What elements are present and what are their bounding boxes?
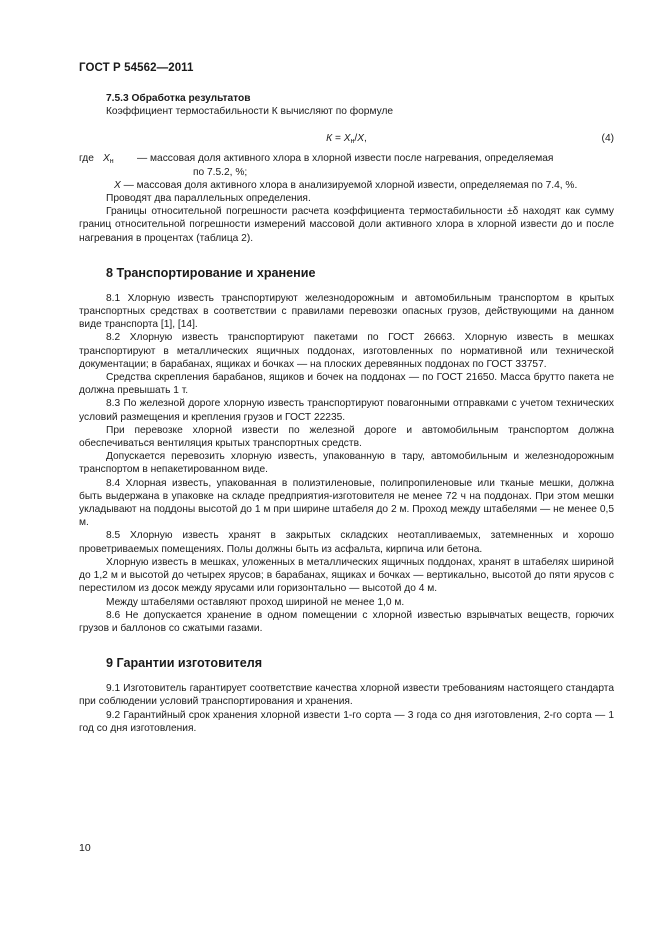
where-label: где: [79, 153, 94, 165]
formula-x: X: [357, 133, 365, 145]
paragraph: Границы относительной погрешности расчета коэффициента термостабильности ±δ находят как сумму границ относительной погрешности измерений массовой доли активного хлора в хлорной извести до и после нагревания в процентах (таблица 2).: [79, 206, 614, 244]
paragraph-8-5-b: Хлорную известь в мешках, уложенных в металлических ящичных поддонах, хранят в штабелях шириной до 1,2 м и высотой до четырех ярусов; в барабанах, ящиках и бочках — вертикально, высотой до пяти ярусов с перестилом из досок между ярусами или горизонтально — высотой до 4 м.: [79, 556, 614, 595]
paragraph-8-3-c: Допускается перевозить хлорную известь, упакованную в тару, автомобильным и железнодорожным транспортом в непакетированном виде.: [79, 451, 614, 476]
paragraph-8-3: 8.3 По железной дороге хлорную известь транспортируют повагонными отправками с учетом технических условий размещения и крепления грузов и ГОСТ 22235.: [79, 398, 614, 423]
definition-x-symbol: X: [114, 179, 121, 191]
paragraph-8-3-b: При перевозке хлорной извести по железной дороге и автомобильным транспортом должна обеспечиваться вентиляция крытых транспортных средств.: [79, 424, 614, 450]
definition-xn: [79, 152, 614, 165]
page-number: 10: [79, 842, 91, 854]
paragraph-8-5: 8.5 Хлорную известь хранят в закрытых складских неотапливаемых, затемненных и хорошо проветриваемых помещениях. Полы должны быть из асфальта, кирпича или бетона.: [79, 530, 614, 555]
formula-number: (4): [601, 133, 614, 145]
formula-row: [79, 132, 614, 146]
formula-slash: /: [354, 133, 358, 145]
paragraph-8-2: 8.2 Хлорную известь транспортируют пакетами по ГОСТ 26663. Хлорную известь в мешках транспортируют в металлических ящичных поддонах, изготовленных по нормативной или технической документации; в барабанах, ящиках и бочках — на плоских деревянных поддонах по ГОСТ 33757.: [79, 332, 614, 370]
paragraph-8-6: 8.6 Не допускается хранение в одном помещении с хлорной известью взрывчатых веществ, горючих грузов и баллонов со сжатыми газами.: [79, 609, 614, 634]
paragraph-8-1: 8.1 Хлорную известь транспортируют железнодорожным и автомобильным транспортом в крытых транспортных средствах в соответствии с правилами перевозки опасных грузов, действующими на данном виде транспорта [1], [14].: [79, 292, 614, 331]
definition-x-text: — массовая доля активного хлора в анализируемой хлорной извести, определяемая по 7.4, %.: [120, 179, 578, 191]
formula-end: ,: [364, 133, 367, 145]
formula-eq: =: [332, 133, 344, 145]
formula-xn-sub: н: [350, 138, 355, 146]
paragraph-9-2: 9.2 Гарантийный срок хранения хлорной извести 1-го сорта — 3 года со дня изготовления, 2-го сорта — 1 год со дня изготовления.: [79, 709, 614, 734]
page-content: [79, 92, 614, 735]
formula-xn: X: [343, 133, 351, 145]
formula-intro: Коэффициент термостабильности К вычисляют по формуле: [106, 106, 394, 118]
definition-x: [79, 179, 614, 192]
paragraph: Проводят два параллельных определения.: [106, 193, 311, 205]
standard-header: ГОСТ Р 54562—2011: [79, 62, 194, 74]
paragraph-8-4: 8.4 Хлорная известь, упакованная в полиэтиленовые, полипропиленовые или тканые мешки, должна быть выдержана в упаковке на складе предприятия-изготовителя не менее 72 ч на поддонах. При этом мешки укладывают на поддоны высотой до 1 м при ширине штабеля до 2 м. Проход между штабелями — не менее 0,5 м.: [79, 477, 614, 529]
subsection-heading: 7.5.3 Обработка результатов: [106, 93, 251, 104]
paragraph-8-2-b: Средства скрепления барабанов, ящиков и бочек на поддонах — по ГОСТ 21650. Масса брутто пакета не должна превышать 1 т.: [79, 372, 614, 397]
definition-xn-text: — массовая доля активного хлора в хлорной извести после нагревания, определяемая: [137, 153, 554, 165]
section-9-title: 9 Гарантии изготовителя: [106, 656, 263, 671]
definition-xn-continuation: по 7.5.2, %;: [193, 166, 248, 178]
formula: [79, 132, 614, 145]
paragraph-8-5-c: Между штабелями оставляют проход шириной не менее 1,0 м.: [106, 596, 405, 608]
formula-k: К: [326, 133, 333, 145]
paragraph-9-1: 9.1 Изготовитель гарантирует соответствие качества хлорной извести требованиям настоящего стандарта при соблюдении условий транспортирования и хранения.: [79, 683, 614, 708]
definition-xn-symbol: $X_н$: [103, 153, 114, 166]
section-8-title: 8 Транспортирование и хранение: [106, 265, 316, 280]
